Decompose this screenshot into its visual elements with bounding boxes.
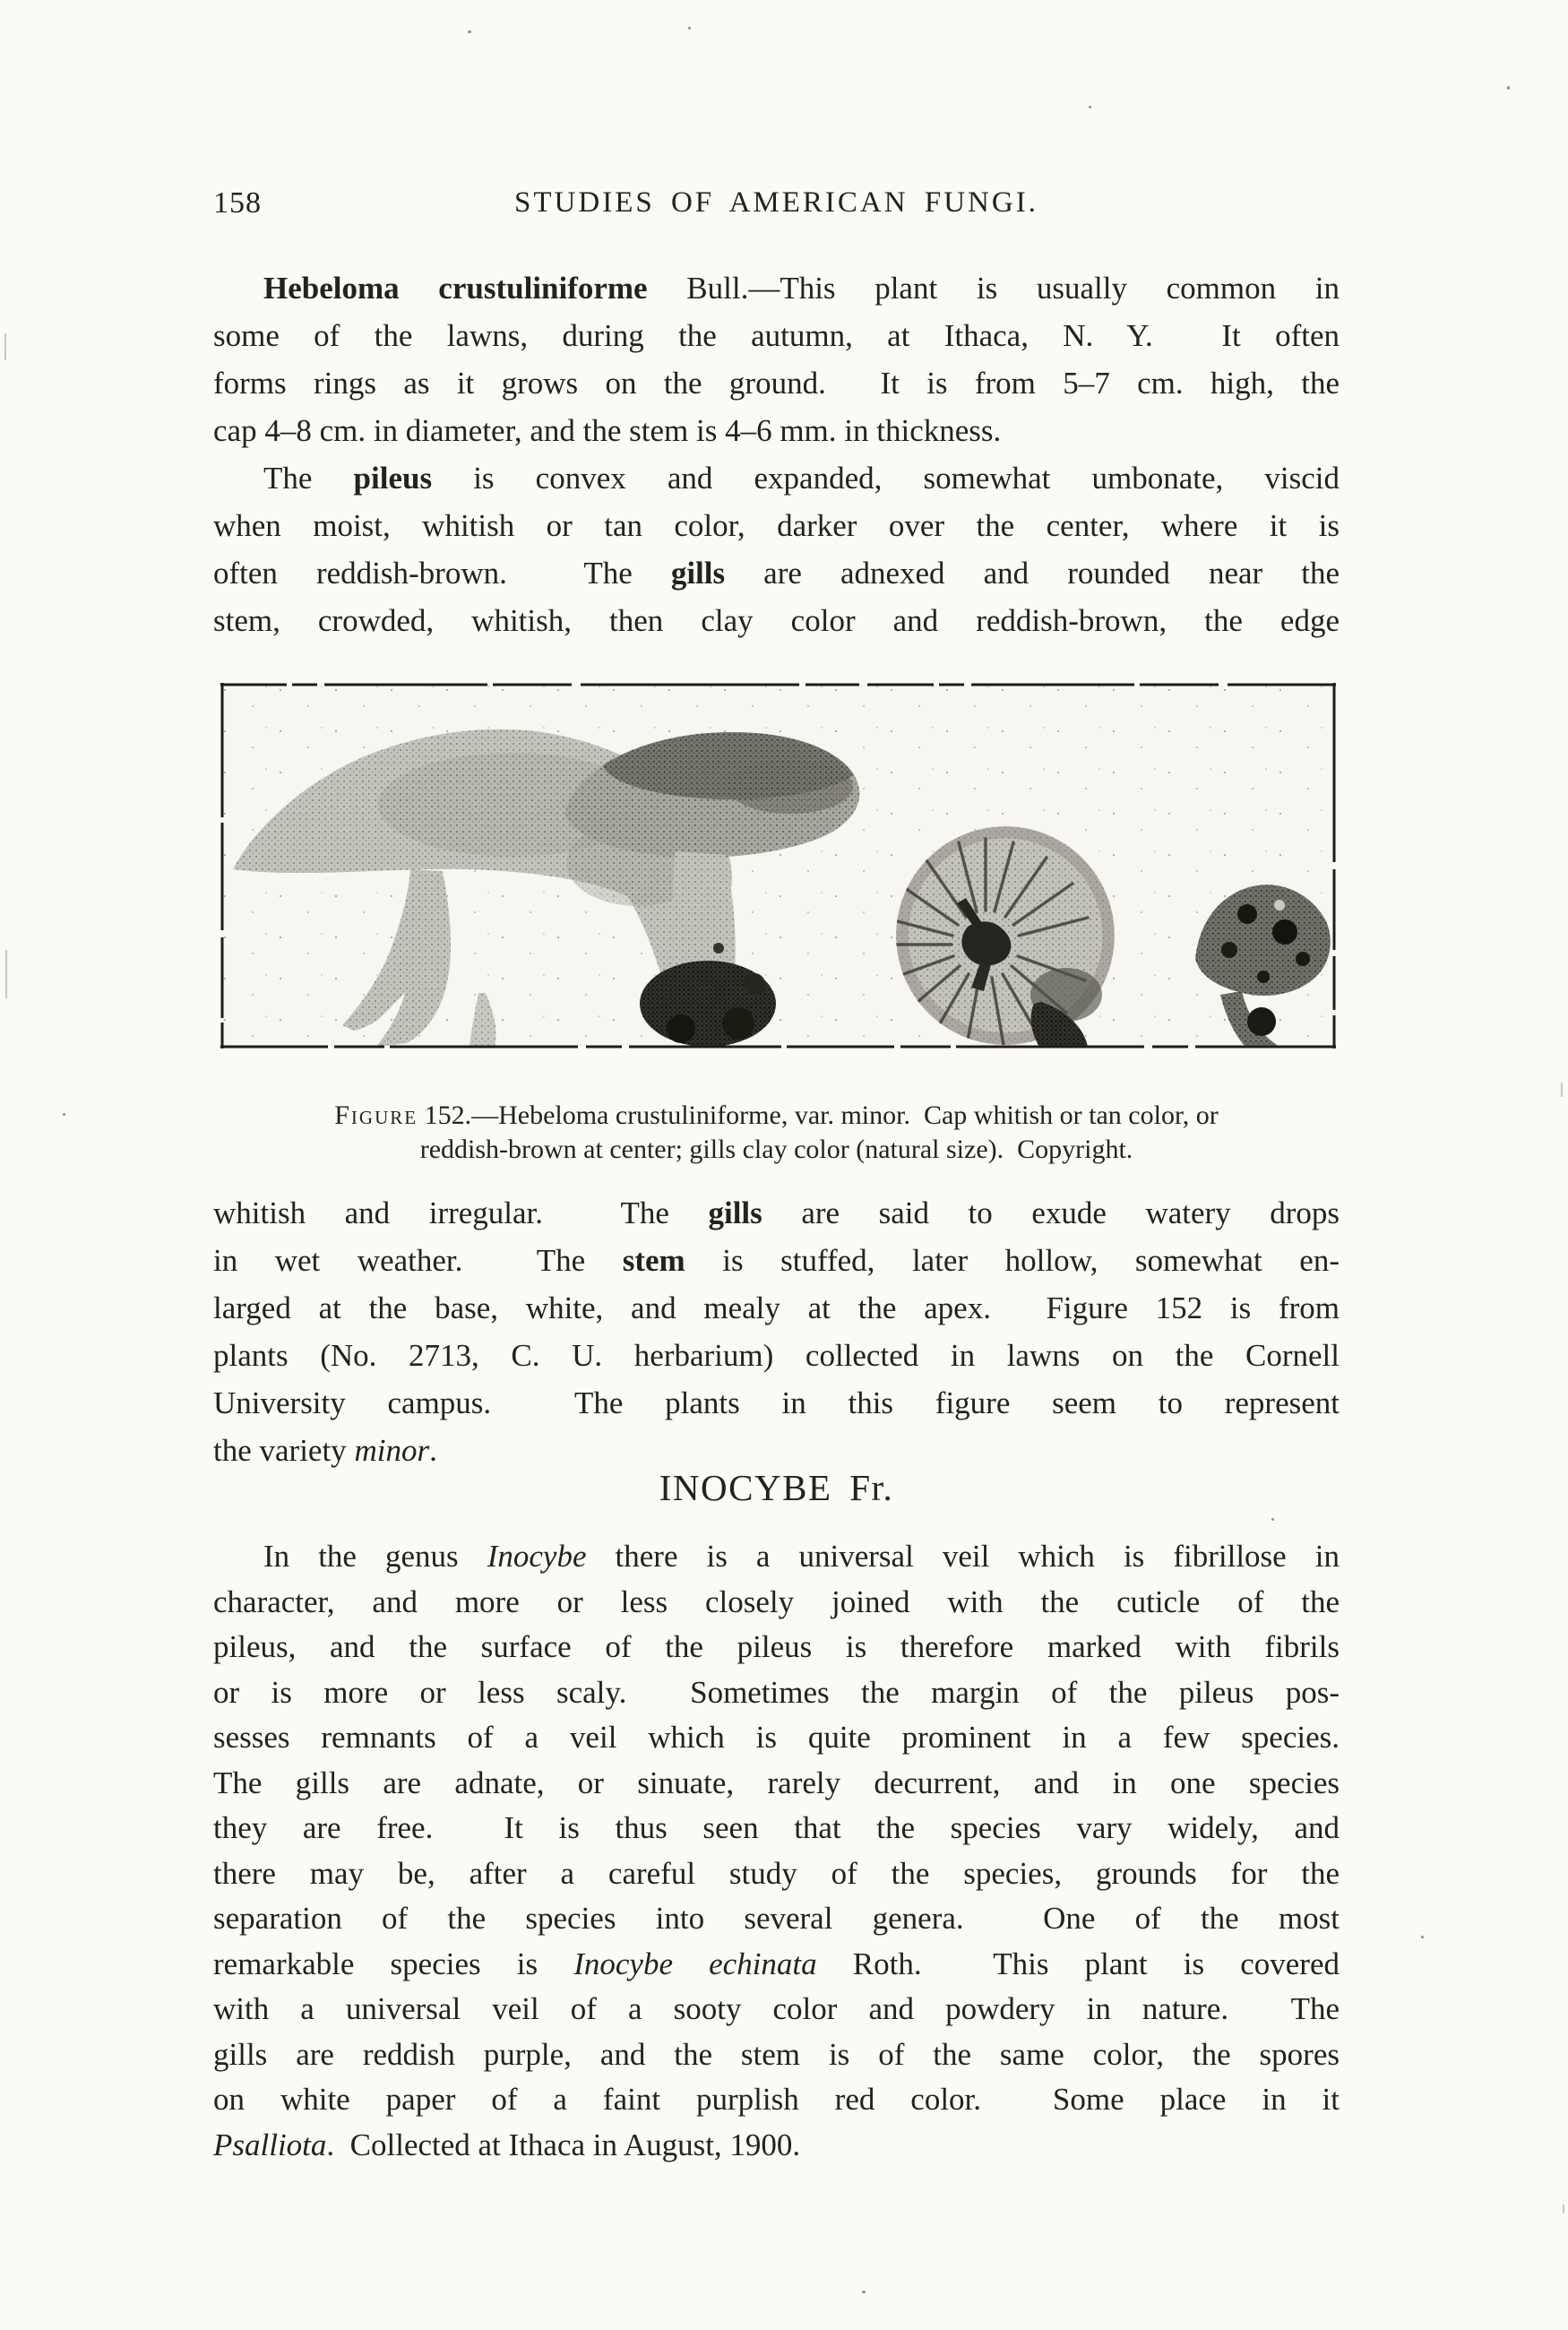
text-line: the variety minor.	[213, 1433, 437, 1468]
scan-edge-mark	[1563, 2205, 1564, 2214]
figure-image	[217, 679, 1340, 1052]
figure-caption-line-2: reddish-brown at center; gills clay color (natural size). Copyright.	[419, 1135, 1133, 1164]
scan-speck	[1271, 1518, 1274, 1521]
scan-edge-mark	[5, 950, 7, 998]
text-line: University campus. The plants in this figure seem to represent	[213, 1385, 1340, 1420]
text-line: pileus, and the surface of the pileus is therefore marked with fibrils	[213, 1629, 1340, 1664]
text-line: larged at the base, white, and mealy at the apex. Figure 152 is from	[213, 1290, 1340, 1325]
text-line: when moist, whitish or tan color, darker over the center, where it is	[213, 508, 1340, 543]
text-line: remarkable species is Inocybe echinata Roth. This plant is covered	[213, 1946, 1340, 1981]
scan-speck	[862, 2291, 866, 2293]
text-line: often reddish-brown. The gills are adnexed and rounded near the	[213, 556, 1340, 591]
paragraph-pileus-gills	[213, 454, 1340, 644]
paragraph-gills-stem	[213, 1189, 1340, 1474]
running-header-title: STUDIES OF AMERICAN FUNGI.	[514, 186, 1038, 219]
text-line: The gills are adnate, or sinuate, rarely decurrent, and in one species	[213, 1765, 1340, 1800]
text-line: or is more or less scaly. Sometimes the margin of the pileus pos-	[213, 1674, 1340, 1710]
text-line: Hebeloma crustuliniforme Bull.—This plant is usually common in	[263, 271, 1340, 306]
paragraph-hebeloma-intro	[213, 264, 1340, 454]
section-heading-inocybe: INOCYBE Fr.	[659, 1467, 894, 1508]
text-line: character, and more or less closely joined with the cuticle of the	[213, 1584, 1340, 1619]
scan-speck	[688, 27, 691, 30]
text-line: The pileus is convex and expanded, somewhat umbonate, viscid	[263, 461, 1340, 496]
figure-caption	[213, 1099, 1340, 1167]
text-line: gills are reddish purple, and the stem is of the same color, the spores	[213, 2036, 1340, 2072]
text-line: separation of the species into several genera. One of the most	[213, 1901, 1340, 1936]
figure-152	[217, 679, 1340, 1052]
text-line: whitish and irregular. The gills are said to exude watery drops	[213, 1195, 1340, 1230]
running-header	[213, 186, 1340, 226]
text-line: forms rings as it grows on the ground. It is from 5–7 cm. high, the	[213, 366, 1340, 401]
text-line: plants (No. 2713, C. U. herbarium) collected in lawns on the Cornell	[213, 1338, 1340, 1373]
page-number: 158	[213, 186, 262, 220]
scan-speck	[1507, 86, 1510, 90]
scan-edge-mark	[1561, 1083, 1563, 1097]
text-line: in wet weather. The stem is stuffed, later hollow, somewhat en-	[213, 1243, 1340, 1278]
text-line: Psalliota. Collected at Ithaca in August, 1900.	[213, 2127, 801, 2162]
scan-speck	[1089, 106, 1091, 108]
scan-speck	[1421, 1936, 1424, 1938]
text-line: they are free. It is thus seen that the species vary widely, and	[213, 1810, 1340, 1845]
text-line: cap 4–8 cm. in diameter, and the stem is 4–6 mm. in thickness.	[213, 413, 1002, 448]
paragraph-inocybe-genus	[213, 1534, 1340, 2168]
figure-caption-line-1: Figure 152.—Hebeloma crustuliniforme, var. minor. Cap whitish or tan color, or	[334, 1100, 1219, 1130]
text-line: on white paper of a faint purplish red color. Some place in it	[213, 2082, 1340, 2117]
text-line: sesses remnants of a veil which is quite prominent in a few species.	[213, 1720, 1340, 1755]
text-line: there may be, after a careful study of the species, grounds for the	[213, 1855, 1340, 1891]
text-line: stem, crowded, whitish, then clay color and reddish-brown, the edge	[213, 603, 1340, 638]
scan-speck	[63, 1113, 65, 1116]
text-line: with a universal veil of a sooty color and powdery in nature. The	[213, 1991, 1340, 2026]
scan-edge-mark	[4, 333, 6, 360]
text-line: some of the lawns, during the autumn, at Ithaca, N. Y. It often	[213, 318, 1340, 353]
scan-speck	[468, 30, 471, 33]
text-line: In the genus Inocybe there is a universal veil which is fibrillose in	[263, 1539, 1340, 1574]
